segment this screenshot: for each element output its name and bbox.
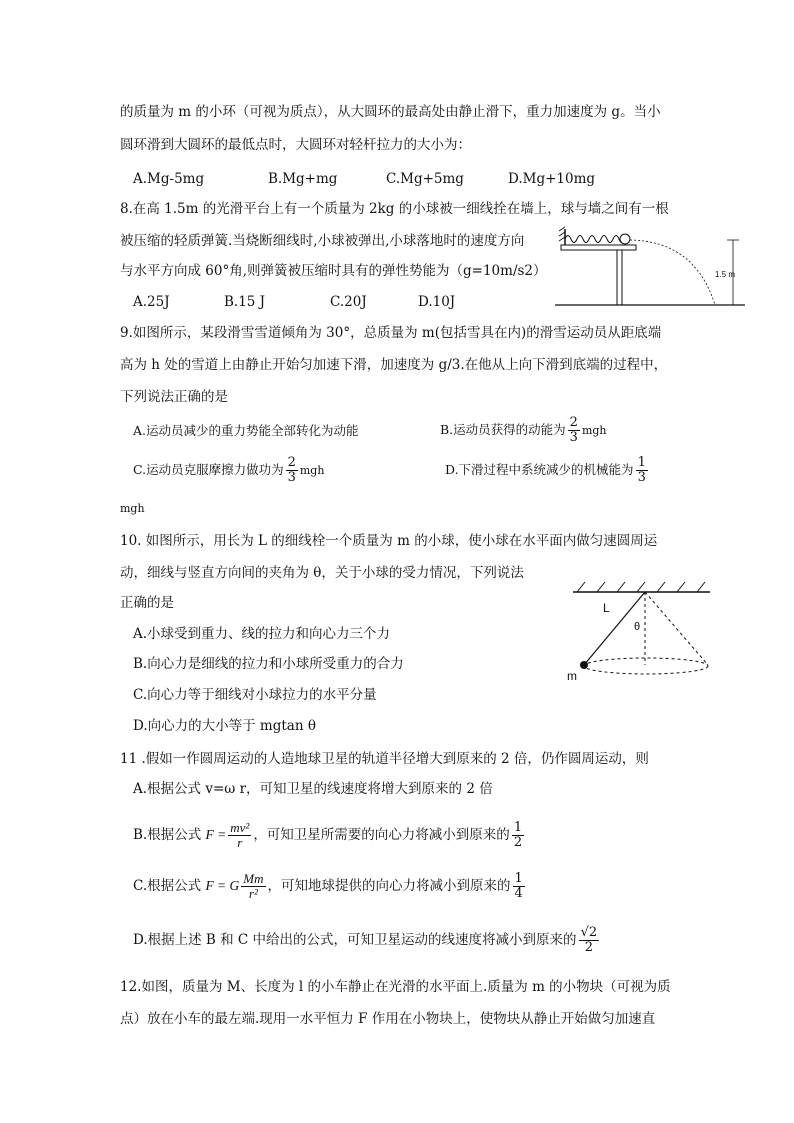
q7-option-c: C.Mg+5mg — [386, 171, 464, 187]
q8-option-a: A.25J — [133, 294, 170, 310]
q8-option-d: D.10J — [418, 294, 456, 310]
q11-option-b-den: 2 — [513, 835, 523, 850]
q11-option-b-formula-den: r — [237, 835, 243, 850]
q11-option-c-fraction — [513, 872, 525, 901]
q11-option-b-num: 1 — [513, 820, 523, 835]
q9-option-a: A.运动员减少的重力势能全部转化为动能 — [133, 423, 359, 438]
q8-text-line1: 8.在高 1.5m 的光滑平台上有一个质量为 2kg 的小球被一细线拴在墙上，球与墙之间有一根 — [120, 201, 669, 217]
q9-option-c-text: C.运动员克服摩擦力做功为 — [133, 462, 284, 477]
q9-option-d-text: D.下滑过程中系统减少的机械能为 — [445, 462, 634, 477]
q9-option-c-fraction — [286, 456, 298, 485]
q11-option-b-conclusion: ，可知卫星所需要的向心力将减小到原来的 — [253, 827, 510, 843]
q8-height-label: 1.5 m — [715, 270, 736, 279]
q9-option-b-text: B.运动员获得的动能为 — [440, 422, 566, 437]
q9-option-d-fraction — [636, 456, 648, 485]
q8-option-c: C.20J — [330, 294, 367, 310]
q8-text-line3: 与水平方向成 60°角,则弹簧被压缩时具有的弹性势能为（g=10m/s2） — [120, 263, 547, 279]
q11-option-c-text: C.根据公式 — [133, 878, 202, 894]
q10-label-m: m — [567, 669, 577, 683]
q10-option-c: C.向心力等于细线对小球拉力的水平分量 — [133, 687, 377, 703]
q9-text-line3: 下列说法正确的是 — [120, 389, 228, 405]
q7-text-line2: 圆环滑到大圆环的最低点时，大圆环对轻杆拉力的大小为： — [120, 137, 471, 153]
q11-option-c — [133, 866, 527, 906]
q11-option-d-text: D.根据上述 B 和 C 中给出的公式，可知卫星运动的线速度将减小到原来的 — [133, 932, 577, 948]
q11-option-c-num: 1 — [514, 871, 523, 886]
q10-text-line2: 动，细线与竖直方向间的夹角为 θ，关于小球的受力情况，下列说法 — [120, 565, 524, 581]
q11-option-b-formula-num: mv² — [230, 820, 250, 835]
q11-option-c-conclusion: ，可知地球提供的向心力将减小到原来的 — [267, 878, 511, 894]
q9-option-b-den: 3 — [569, 430, 578, 445]
q11-option-a: A.根据公式 v=ω r，可知卫星的线速度将增大到原来的 2 倍 — [133, 781, 493, 797]
q9-option-c — [133, 452, 324, 489]
q11-option-d-den: 2 — [584, 940, 593, 955]
q7-option-b: B.Mg+mg — [268, 171, 338, 187]
q8-text-line2: 被压缩的轻质弹簧.当烧断细线时,小球被弹出,小球落地时的速度方向 — [120, 233, 525, 249]
q11-option-c-formula-den: r² — [248, 886, 258, 901]
q11-option-d — [133, 920, 601, 960]
q9-option-b-num: 2 — [569, 415, 578, 430]
q9-option-c-den: 3 — [287, 470, 296, 485]
q10-option-d: D.向心力的大小等于 mgtan θ — [133, 718, 316, 734]
q9-option-d-unit: mgh — [120, 502, 145, 515]
q7-text-line1: 的质量为 m 的小环（可视为质点），从大圆环的最高处由静止滑下，重力加速度为 g。当小 — [120, 104, 661, 120]
q10-option-b: B.向心力是细线的拉力和小球所受重力的合力 — [133, 656, 404, 672]
q11-option-b-formula-fraction — [228, 821, 251, 850]
q8-option-b: B.15 J — [224, 294, 266, 310]
q11-option-b-fraction — [512, 821, 524, 850]
q11-option-b — [133, 815, 526, 855]
q10-label-theta: θ — [634, 621, 641, 633]
q9-option-d-num: 1 — [637, 455, 646, 470]
q10-text-line3: 正确的是 — [120, 595, 174, 611]
q10-option-a: A.小球受到重力、线的拉力和向心力三个力 — [133, 626, 391, 642]
q12-text-line2: 点）放在小车的最左端.现用一水平恒力 F 作用在小物块上，使物块从静止开始做匀加速直 — [120, 1011, 656, 1027]
q9-option-d-den: 3 — [637, 470, 646, 485]
q9-option-d — [445, 452, 650, 488]
q9-option-c-unit: mgh — [299, 464, 325, 477]
q12-text-line1: 12.如图，质量为 M、长度为 l 的小车静止在光滑的水平面上.质量为 m 的小物块（可视为质 — [120, 979, 671, 995]
q11-option-c-formula-num: Mm — [243, 871, 264, 886]
q11-option-b-formula-lhs: F = — [205, 827, 227, 842]
q11-option-d-fraction — [579, 926, 600, 955]
q11-option-c-den: 4 — [514, 886, 523, 901]
q10-text-line1: 10. 如图所示，用长为 L 的细线栓一个质量为 m 的小球，使小球在水平面内做匀速圆周运 — [120, 533, 658, 549]
q7-option-a: A.Mg-5mg — [133, 171, 205, 187]
q9-option-b-unit: mgh — [581, 424, 607, 437]
q8-platform-figure — [555, 225, 745, 315]
q9-text-line1: 9.如图所示，某段滑雪雪道倾角为 30°，总质量为 m(包括雪具在内)的滑雪运动员从距底端 — [120, 325, 662, 341]
q10-conical-pendulum-figure — [565, 580, 715, 685]
q9-option-c-num: 2 — [287, 455, 296, 470]
q9-option-b — [440, 412, 607, 449]
q11-option-b-text: B.根据公式 — [133, 827, 202, 843]
q9-text-line2: 高为 h 处的雪道上由静止开始匀加速下滑，加速度为 g/3.在他从上向下滑到底端的过程中， — [120, 357, 668, 373]
q7-option-d: D.Mg+10mg — [508, 171, 596, 187]
q11-option-c-formula-lhs: F = G — [205, 878, 240, 893]
q9-option-b-fraction — [568, 416, 580, 445]
q11-text-line1: 11 .假如一作圆周运动的人造地球卫星的轨道半径增大到原来的 2 倍，仍作圆周运动，则 — [120, 751, 649, 767]
q11-option-c-formula-fraction — [241, 872, 265, 901]
q10-label-L: L — [603, 601, 610, 615]
q11-option-d-num: √2 — [580, 925, 598, 940]
